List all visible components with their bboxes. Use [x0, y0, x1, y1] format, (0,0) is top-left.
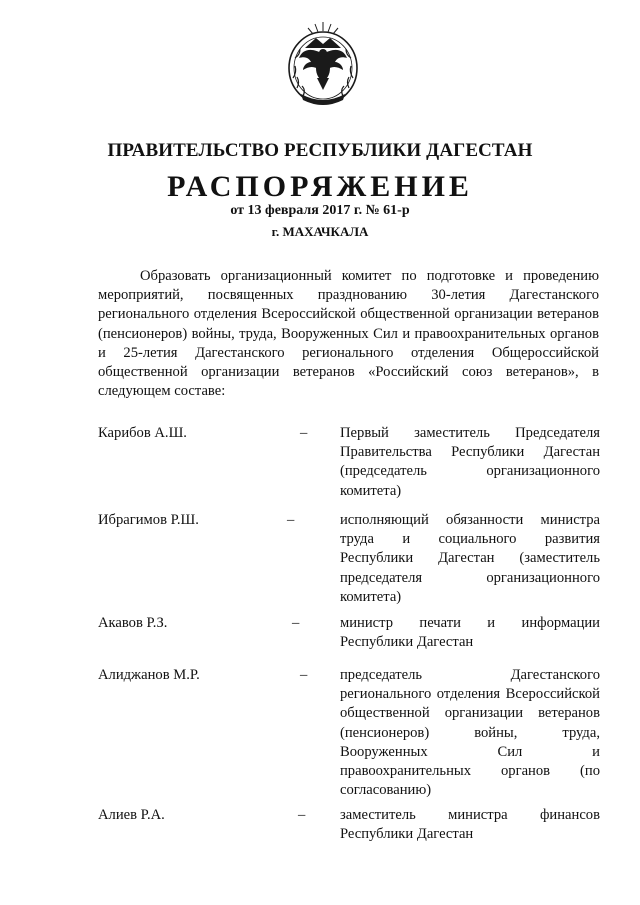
member-role: исполняющий обязанности министра труда и социального развития Республики Дагестан (заместитель председателя организационного комитета)	[340, 512, 600, 605]
intro-paragraph: Образовать организационный комитет по подготовке и проведению мероприятий, посвященных празднованию 30-летия Дагестанского регионального отделения Всероссийской общественной организации ветеранов (пенсионеров) войны, труда, Вооруженных Сил и правоохранительных органов и 25-летия Дагестанского регионального отделения Общероссийской общественной организации ветеранов «Российский союз ветеранов», в следующем составе:	[98, 268, 599, 400]
member-name: Алиджанов М.Р.	[98, 667, 200, 683]
government-title: ПРАВИТЕЛЬСТВО РЕСПУБЛИКИ ДАГЕСТАН	[107, 140, 533, 161]
member-role: Первый заместитель Председателя Правительства Республики Дагестан (председатель организационного комитета)	[340, 425, 600, 499]
member-role: заместитель министра финансов Республики Дагестан	[340, 807, 600, 843]
member-role: председатель Дагестанского регионального отделения Всероссийской общественной организации ветеранов (пенсионеров) войны, труда, Вооруженных Сил и правоохранительных органов (по согласованию)	[340, 667, 600, 799]
member-name: Алиев Р.А.	[98, 807, 165, 823]
member-name: Карибов А.Ш.	[98, 425, 187, 441]
document-date-number: от 13 февраля 2017 г. № 61-р	[230, 203, 410, 218]
member-name: Акавов Р.З.	[98, 615, 168, 631]
member-dash: –	[298, 807, 306, 823]
member-dash: –	[300, 425, 308, 441]
member-role: министр печати и информации Республики Дагестан	[340, 615, 600, 651]
member-name: Ибрагимов Р.Ш.	[98, 512, 199, 528]
document-city: г. МАХАЧКАЛА	[271, 224, 369, 239]
document-type: РАСПОРЯЖЕНИЕ	[167, 170, 473, 203]
dagestan-coat-of-arms-icon	[283, 18, 363, 108]
member-dash: –	[300, 667, 308, 683]
member-dash: –	[292, 615, 300, 631]
member-dash: –	[287, 512, 295, 528]
